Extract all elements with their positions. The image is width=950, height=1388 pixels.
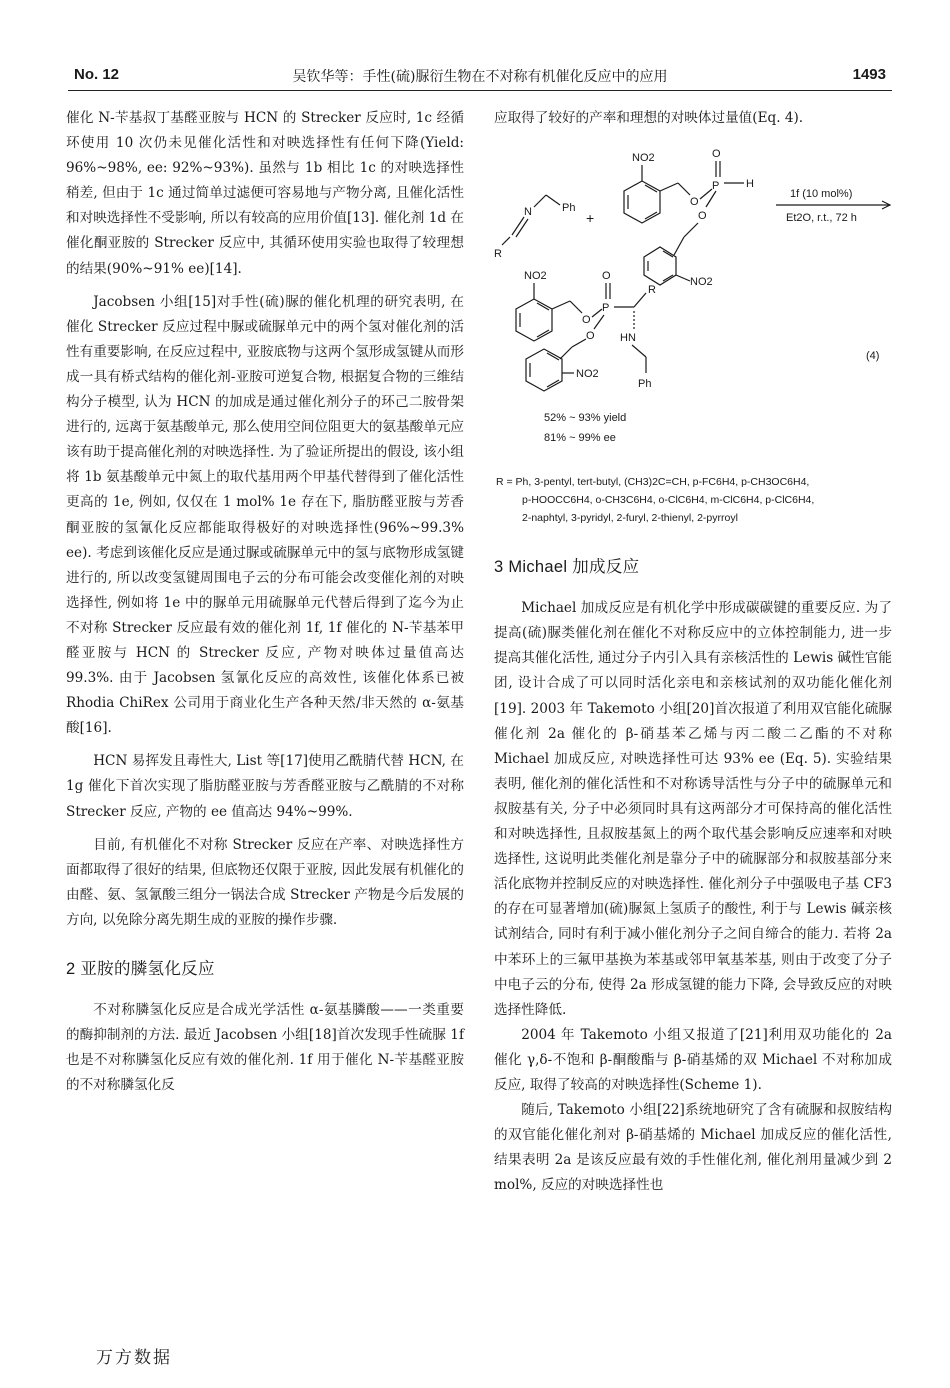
ph-label: Ph — [562, 202, 576, 215]
section-heading-3: 3 Michael 加成反应 — [494, 558, 640, 577]
paragraph: HCN 易挥发且毒性大, List 等[17]使用乙酰腈代替 HCN, 在 1g 催化下首次实现了脂肪醛亚胺与芳香醛亚胺与乙酰腈的不对称 Strecker 反应, 产物的 ee 值高达 94%~99%. — [66, 753, 464, 820]
reaction-scheme-eq4 — [494, 133, 892, 531]
issue-number: No. 12 — [74, 66, 120, 83]
no2-label: NO2 — [524, 270, 547, 283]
o-atom: O — [690, 196, 699, 209]
p-atom: P — [602, 302, 610, 315]
r-group-line: R = Ph, 3-pentyl, tert-butyl, (CH3)2C=CH, p-FC6H4, p-CH3OC6H4, — [496, 476, 810, 489]
catalyst-label: 1f (10 mol%) — [790, 188, 853, 201]
ee-range: 81% ~ 99% ee — [544, 432, 616, 445]
paragraph: Michael 加成反应是有机化学中形成碳碳键的重要反应. 为了提高(硫)脲类催化剂在催化不对称反应中的立体控制能力, 进一步提高其催化活性, 通过分子内引入具有亲核活性的 Lewis 碱性官能团, 设计合成了可以同时活化亲电和亲核试剂的双功能化催化剂[19]. 2003 年 Takemoto 小组[20]首次报道了利用双官能化硫脲催化剂 2a 催化的 β-硝基苯乙烯与丙二酸二乙酯的不对称 Michael 加成反应, 对映选择性可达 93% ee (Eq. 5). 实验结果表明, 催化剂的催化活性和不对称诱导活性与分子中的硫脲单元和叔胺基有关, 分子中必须同时具有这两部分才可保持高的催化活性和对映选择性, 且叔胺基氮上的两个取代基会影响反应速率和对映选择性, 这说明此类催化剂是靠分子中的硫脲部分和叔胺基部分来活化底物并控制反应的对映选择性. 催化剂分子中强吸电子基 CF3 的存在可显著增加(硫)脲氮上氢质子的酸性, 利于与 Lewis 碱亲核试剂结合, 同时有利于减小催化剂分子之间自缔合的能力. 若将 2a 中苯环上的三氟甲基换为苯基或邻甲氧基苯基, 则由于改变了分子中电子云的分布, 使得 2a 形成氢键的能力下降, 会导致反应的对映选择性降低. — [494, 600, 892, 1018]
product-structure — [516, 270, 656, 391]
plus-sign: + — [586, 210, 595, 227]
reaction-scheme-drawing — [494, 133, 894, 473]
paragraph: 随后, Takemoto 小组[22]系统地研究了含有硫脲和叔胺结构的双官能化催化剂对 β-硝基烯的 Michael 加成反应的催化活性, 结果表明 2a 是该反应最有效的手性催化剂, 催化剂用量减少到 2 mol%, 反应的对映选择性也 — [494, 1102, 892, 1194]
section-heading-2: 2 亚胺的膦氢化反应 — [66, 960, 215, 978]
watermark: 万方数据 — [96, 1348, 172, 1368]
n-atom: N — [524, 206, 532, 219]
imine-substrate — [494, 195, 575, 260]
conditions-label: Et2O, r.t., 72 h — [786, 212, 857, 225]
ph-label: Ph — [638, 378, 652, 391]
right-column — [494, 106, 892, 1198]
yield-range: 52% ~ 93% yield — [544, 412, 627, 425]
o-atom: O — [602, 270, 611, 283]
left-column — [66, 106, 464, 1098]
r-label: R — [648, 284, 656, 297]
phosphite-reagent — [624, 148, 754, 288]
paragraph: Jacobsen 小组[15]对手性(硫)脲的催化机理的研究表明, 在催化 Strecker 反应过程中脲或硫脲单元中的两个氢对催化剂的活性有重要影响, 在反应过程中, 亚胺底物与这两个氢形成氢键从而形成一具有桥式结构的催化剂-亚胺可逆复合物, 根据复合物的三维结构分子模型, 认为 HCN 的加成是通过催化剂分子的环己二胺骨架进行的, 远离于氨基酸单元, 那么使用空间位阻更大的氨基酸单元应该有助于提高催化剂的对映选择性. 为了验证所提出的假设, 该小组将 1b 氨基酸单元中氮上的取代基用两个甲基代替得到了催化活性更高的 1e, 例如, 仅仅在 1 mol% 1e 存在下, 脂肪醛亚胺与芳香酮亚胺的氢氰化反应都能取得极好的对映选择性(96%~99.3% ee). 考虑到该催化反应是通过脲或硫脲单元中的氢与底物形成氢键进行的, 所以改变氢键周围电子云的分布可能会改变催化剂的对映选择性, 例如将 1e 中的脲单元用硫脲单元代替后得到了迄今为止不对称 Strecker 反应最有效的催化剂 1f, 1f 催化的 N-苄基苯甲醛亚胺与 HCN 的 Strecker 反应, 产物对映体过量值高达 99.3%. 由于 Jacobsen 氢氰化反应的高效性, 该催化体系已被 Rhodia ChiRex 公司用于商业化生产各种天然/非天然的 α-氨基酸[16]. — [66, 293, 464, 737]
no2-label: NO2 — [632, 152, 655, 165]
no2-label: NO2 — [576, 368, 599, 381]
r-group-line: p-HOOCC6H4, o-CH3C6H4, o-ClC6H4, m-ClC6H4, p-ClC6H4, — [522, 494, 815, 507]
r-group-line: 2-naphtyl, 3-pyridyl, 2-furyl, 2-thienyl, 2-pyrroyl — [522, 512, 738, 525]
paragraph: 目前, 有机催化不对称 Strecker 反应在产率、对映选择性方面都取得了很好的结果, 但底物还仅限于亚胺, 因此发展有机催化的由醛、氨、氢氰酸三组分一锅法合成 Strecker 产物是今后发展的方向, 以免除分离先期生成的亚胺的操作步骤. — [66, 836, 464, 928]
page-number: 1493 — [852, 66, 886, 83]
o-atom: O — [586, 330, 595, 343]
r-group-list — [496, 473, 892, 527]
paragraph: 不对称膦氢化反应是合成光学活性 α-氨基膦酸——一类重要的酶抑制剂的方法. 最近 Jacobsen 小组[18]首次发现手性硫脲 1f 也是不对称膦氢化反应有效的催化剂. 1f 用于催化 N-苄基醛亚胺的不对称膦氢化反 — [66, 1002, 464, 1094]
o-atom: O — [582, 314, 591, 327]
running-header — [68, 64, 892, 91]
hn-label: HN — [620, 332, 636, 345]
paragraph: 2004 年 Takemoto 小组又报道了[21]利用双功能化的 2a 催化 γ,δ-不饱和 β-酮酸酯与 β-硝基烯的双 Michael 不对称加成反应, 取得了较高的对映选择性(Scheme 1). — [494, 1026, 892, 1093]
paragraph: 催化 N-苄基叔丁基醛亚胺与 HCN 的 Strecker 反应时, 1c 经循环使用 10 次仍未见催化活性和对映选择性有任何下降(Yield: 96%~98%, ee: 92%~93%). 虽然与 1b 相比 1c 的对映选择性稍差, 但由于 1c 通过简单过滤便可容易地与产物分离, 且催化活性和对映选择性不受影响, 所以有较高的应用价值[13]. 催化剂 1d 在催化酮亚胺的 Strecker 反应中, 其循环使用实验也取得了较理想的结果(90%~91% ee)[14]. — [66, 110, 464, 277]
o-atom: O — [712, 148, 721, 161]
reaction-arrow — [776, 188, 890, 224]
r-label: R — [494, 248, 502, 261]
o-atom: O — [698, 210, 707, 223]
no2-label: NO2 — [690, 276, 713, 289]
equation-number: (4) — [866, 350, 880, 363]
p-atom: P — [712, 180, 720, 193]
paragraph: 应取得了较好的产率和理想的对映体过量值(Eq. 4). — [494, 110, 804, 126]
h-atom: H — [746, 178, 754, 191]
running-title: 吴钦华等：手性(硫)脲衍生物在不对称有机催化反应中的应用 — [292, 69, 668, 85]
